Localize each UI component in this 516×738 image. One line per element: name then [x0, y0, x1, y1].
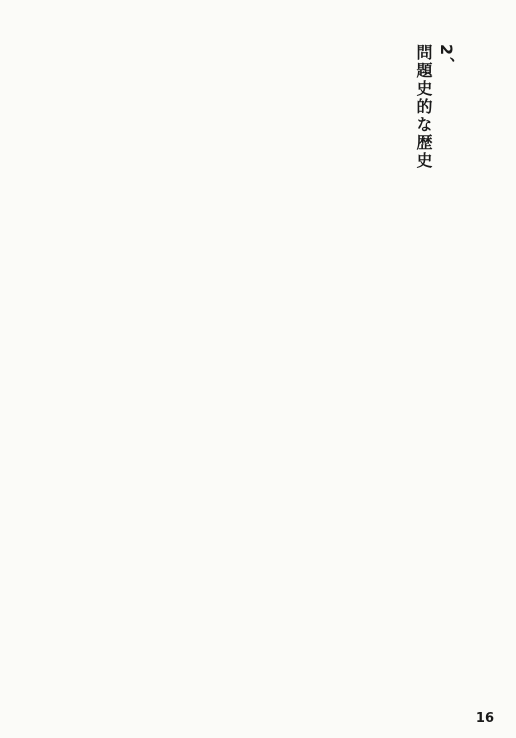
upper-text-block: [22, 16, 494, 346]
lower-text-block: [22, 388, 494, 706]
section-heading: [414, 16, 458, 346]
section-title: 問題史的な歴史: [414, 44, 433, 170]
section-number: 2、: [437, 44, 456, 76]
page-number: 16: [475, 711, 494, 726]
